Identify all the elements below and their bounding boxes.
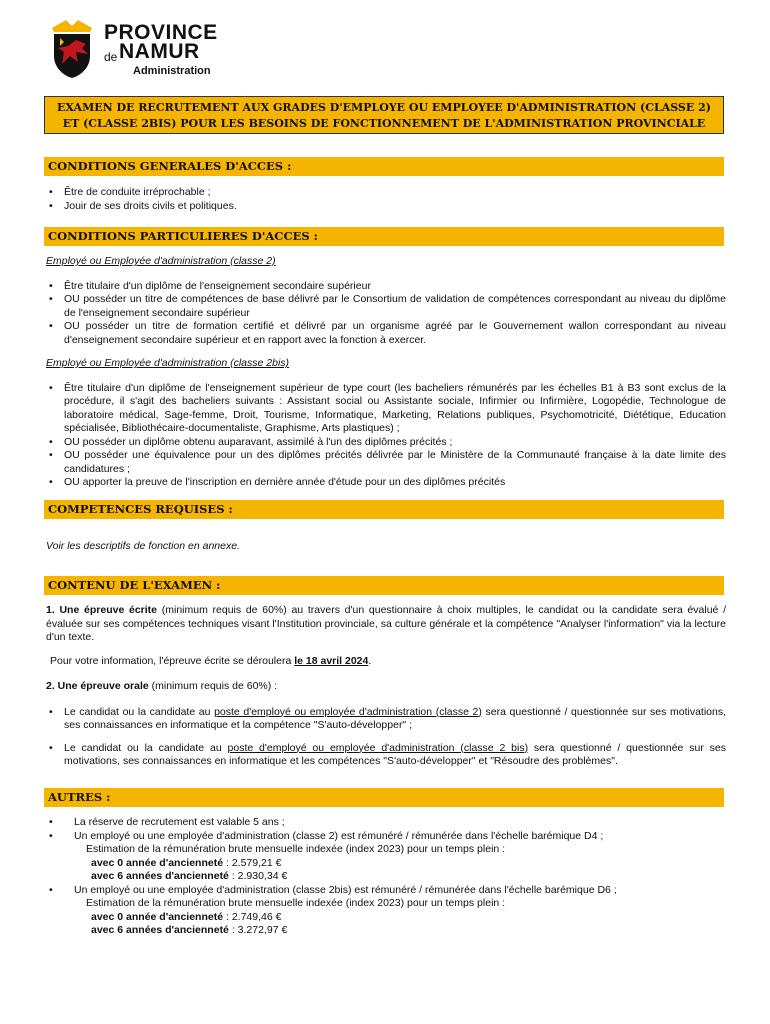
competences-text: Voir les descriptifs de fonction en annexe. [46, 540, 240, 552]
exam-date-paragraph [46, 655, 726, 669]
subheading-classe2bis: Employé ou Employée d'administration (classe 2bis) [46, 357, 290, 369]
exam-date-pre: Pour votre information, l'épreuve écrite se déroulera [50, 654, 295, 667]
list-item: • OU posséder un titre de formation certifié et délivré par un organisme agréé par le Gouvernement wallon correspondant au niveau d'enseignement secondaire supérieur et en rapport avec la fonction à exercer. [46, 320, 726, 347]
exam-date: le 18 avril 2024 [294, 654, 369, 667]
list-item: • OU posséder un diplôme obtenu auparavant, assimilé à l'un des diplômes précités ; [46, 436, 726, 450]
salary-classe2bis-6: avec 6 années d'ancienneté : 3.272,97 € [91, 924, 288, 936]
salary-classe2-6: avec 6 années d'ancienneté : 2.930,34 € [91, 870, 288, 882]
logo-administration: Administration [133, 65, 211, 77]
list-item: • La réserve de recrutement est valable 5 ans ; [46, 816, 726, 830]
particular-conditions-heading: CONDITIONS PARTICULIERES D'ACCES : [44, 227, 724, 246]
exam-content [46, 604, 726, 769]
logo-namur: NAMUR [119, 40, 200, 63]
list-item: • OU posséder une équivalence pour un des diplômes précités délivrée par le Ministère de la Communauté française à la date limite des candidatures ; [46, 449, 726, 476]
estimation-classe2: Estimation de la rémunération brute mensuelle indexée (index 2023) pour un temps plein : [86, 843, 506, 855]
written-exam-paragraph [46, 604, 726, 645]
list-item: • Être titulaire d'un diplôme de l'enseignement secondaire supérieur [46, 280, 726, 294]
coat-of-arms-icon [46, 18, 98, 80]
title-line-1: EXAMEN DE RECRUTEMENT AUX GRADES D'EMPLOYE OU EMPLOYEE D'ADMINISTRATION (CLASSE 2) [57, 101, 711, 114]
autres-heading: AUTRES : [44, 788, 724, 807]
post-link-classe2: poste d'employé ou employée d'administration (classe 2) [214, 705, 482, 718]
oral-exam-paragraph [46, 680, 726, 694]
list-item: • Jouir de ses droits civils et politiques. [46, 200, 726, 214]
logo-de: de [104, 50, 118, 64]
post-link-classe2bis: poste d'employé ou employée d'administration (classe 2 bis) [227, 741, 529, 754]
list-item: • OU apporter la preuve de l'inscription en dernière année d'étude pour un des diplômes précités [46, 476, 726, 490]
written-exam-text: (minimum requis de 60%) au travers d'un questionnaire à choix multiples, le candidat ou la candidate sera évalué / évaluée sur ses compétences techniques visant l'Institution provinciale, sa culture générale et la compétence "Analyser l'information" via la lecture d'un texte. [46, 604, 726, 643]
exam-heading: CONTENU DE L'EXAMEN : [44, 576, 724, 595]
competences-heading: COMPETENCES REQUISES : [44, 500, 724, 519]
list-item: • Être titulaire d'un diplôme de l'enseignement supérieur de type court (les bacheliers rémunérés par les échelles B1 à B3 sont exclus de la procédure, il s'agit des bacheliers suivants : Assistant social ou Assistante sociale, Infirmier ou Infirmière, Logopédie, Technologue de laboratoire médical, Sage-femme, Droit, Tourisme, Informatique, Marketing, Relations publiques, Psychomotricité, Diététique, Education spécialisée, Bibliothécaire-documentaliste, Graphisme, Arts plastiques) ; [46, 382, 726, 436]
list-item: • Le candidat ou la candidate au poste d'employé ou employée d'administration (classe 2) sera questionné / questionnée sur ses motivations, ses connaissances en informatique et la compétence "S'auto-développer" ; [46, 706, 726, 733]
oral-exam-text: (minimum requis de 60%) : [148, 680, 278, 692]
particular-conditions-classe2 [46, 255, 726, 490]
exam-date-post: . [368, 654, 372, 667]
title-line-2: ET (CLASSE 2BIS) POUR LES BESOINS DE FONCTIONNEMENT DE L'ADMINISTRATION PROVINCIALE [62, 117, 706, 130]
list-item: • Être de conduite irréprochable ; [46, 186, 726, 200]
province-logo [46, 18, 226, 80]
written-exam-label: 1. Une épreuve écrite [46, 604, 158, 616]
list-item: • Un employé ou une employée d'administration (classe 2) est rémunéré / rémunérée dans l'échelle barémique D4 ; [46, 830, 726, 844]
oral-exam-label: 2. Une épreuve orale [46, 680, 149, 692]
list-item: • Un employé ou une employée d'administration (classe 2bis) est rémunéré / rémunérée dans l'échelle barémique D6 ; [46, 884, 726, 898]
document-title [44, 96, 724, 134]
list-item: • Le candidat ou la candidate au poste d'employé ou employée d'administration (classe 2 bis) sera questionné / questionnée sur ses motivations, ses connaissances en informatique et les compétences "S'auto-développer" et "Résoudre des problèmes". [46, 742, 726, 769]
logo-province: PROVINCE [104, 21, 218, 44]
autres-content [46, 816, 726, 938]
list-item: • OU posséder un titre de compétences de base délivré par le Consortium de validation de compétences correspondant au niveau du diplôme de l'enseignement secondaire supérieur [46, 293, 726, 320]
subheading-classe2: Employé ou Employée d'administration (classe 2) [46, 255, 276, 267]
general-conditions-list [46, 186, 726, 213]
estimation-classe2bis: Estimation de la rémunération brute mensuelle indexée (index 2023) pour un temps plein : [86, 897, 506, 909]
salary-classe2bis-0: avec 0 année d'ancienneté : 2.749,46 € [91, 910, 282, 923]
general-conditions-heading: CONDITIONS GENERALES D'ACCES : [44, 157, 724, 176]
salary-classe2-0: avec 0 année d'ancienneté : 2.579,21 € [91, 856, 282, 869]
